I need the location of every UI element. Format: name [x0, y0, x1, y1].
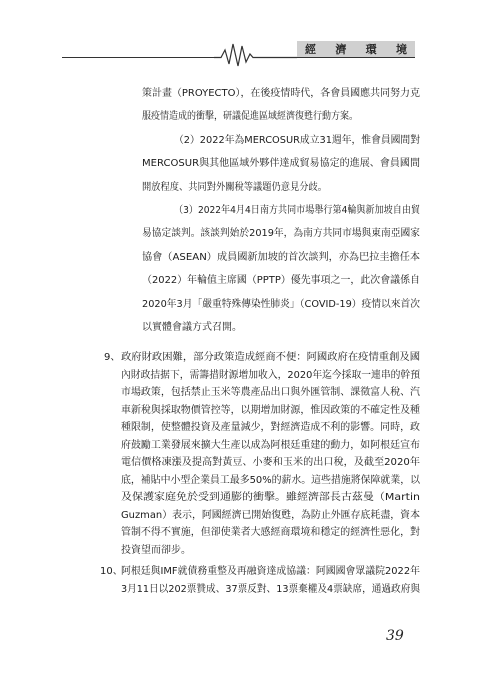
- text-line: 3月11日以202票贊成、37票反對、13票棄權及4票缺席，通過政府與: [121, 583, 420, 595]
- item-number: 10、: [100, 566, 123, 577]
- text-line: 底，補貼中小型企業員工最多50%的薪水。這些措施將保障就業，以: [121, 474, 420, 486]
- text-line: 服疫情造成的衝擊，研議促進區域經濟復甦行動方案。: [142, 111, 358, 123]
- text-line: Guzman）表示，阿國經濟已開始復甦，為防止外匯存底耗盡，資本: [121, 509, 420, 521]
- text-line: （2）2022年為MERCOSUR成立31週年，惟會員國間對: [174, 134, 420, 146]
- text-line: 策計畫（PROYECTO），在後疫情時代，各會員國應共同努力克: [142, 88, 420, 99]
- text-line: 投資望而卻步。: [121, 544, 191, 556]
- text-line: 協會（ASEAN）成員國新加坡的首次談判，亦為巴拉圭擔任本: [142, 251, 420, 263]
- text-line: 市場政策，包括禁止玉米等農產品出口與外匯管制、課徵富人稅、汽: [121, 387, 420, 398]
- text-line: 府鼓勵工業發展來擴大生產以成為阿根廷重建的動力，如阿根廷宣布: [121, 439, 420, 451]
- page-header: [0, 0, 480, 70]
- text-line: MERCOSUR與其他區域外夥伴達成貿易協定的進展、會員國間: [142, 158, 420, 170]
- header-rule-heartbeat-icon: [0, 0, 480, 70]
- text-line: 易協定談判。該談判始於2019年，為南方共同市場與東南亞國家: [142, 228, 420, 240]
- text-line: 車新稅與採取物價管控等，以期增加財源，惟因政策的不確定性及種: [121, 404, 420, 416]
- section-tag: [297, 41, 415, 57]
- text-line: 種限制，使整體投資及產量減少，對經濟造成不利的影響。同時，政: [121, 422, 420, 433]
- text-line: （3）2022年4月4日南方共同市場舉行第4輪與新加坡自由貿: [174, 205, 420, 216]
- text-line: 以實體會議方式召開。: [142, 322, 242, 333]
- text-line: 及保護家庭免於受到通膨的衝擊。雖經濟部長古茲曼（Martin: [121, 492, 420, 503]
- section-char: 環: [365, 43, 377, 56]
- text-line: 開放程度、共同對外關稅等議題仍意見分歧。: [142, 181, 327, 193]
- section-char: 濟: [335, 43, 347, 56]
- item-number: 9、: [104, 352, 121, 363]
- text-line: （2022）年輪值主席國（PPTP）優先事項之一，此次會議係自: [142, 275, 420, 287]
- section-char: 經: [305, 43, 316, 56]
- section-char: 境: [395, 43, 407, 56]
- text-line: 阿根廷與IMF就債務重整及再融資達成協議：阿國國會眾議院2022年: [121, 566, 420, 577]
- text-line: 2020年3月「嚴重特殊傳染性肺炎」（COVID-19）疫情以來首次: [142, 298, 420, 310]
- text-line: 政府財政困難，部分政策造成經商不便：阿國政府在疫情重創及國: [121, 352, 420, 363]
- page-number: 39: [386, 628, 404, 644]
- text-line: 內財政拮据下，需籌措財源增加收入，2020年迄今採取一連串的幹預: [121, 369, 420, 381]
- text-line: 電信價格凍漲及提高對黃豆、小麥和玉米的出口稅，及截至2020年: [121, 457, 420, 468]
- text-line: 管制不得不實施，但卻使業者大感經商環境和穩定的經濟性惡化，對: [121, 527, 420, 538]
